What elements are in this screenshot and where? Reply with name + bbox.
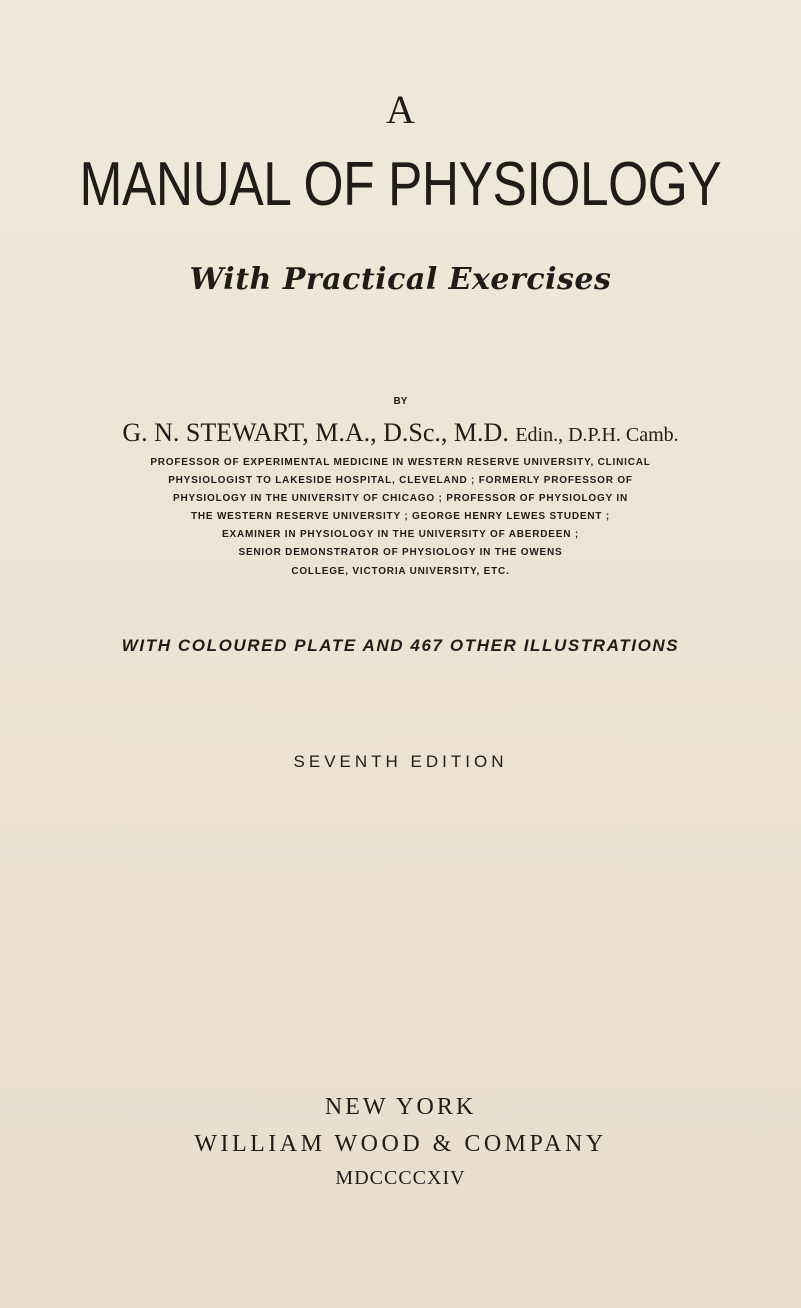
book-title: MANUAL OF PHYSIOLOGY <box>79 150 722 219</box>
author-degrees: Edin., D.P.H. Camb. <box>515 424 679 446</box>
author-name-text: G. N. STEWART, M.A., D.Sc., M.D. <box>122 418 509 447</box>
by-line: BY <box>393 396 408 407</box>
imprint-publisher: WILLIAM WOOD & COMPANY <box>194 1131 607 1157</box>
book-subtitle: With Practical Exercises <box>189 262 612 297</box>
illustrations-note: WITH COLOURED PLATE AND 467 OTHER ILLUSTRATIONS <box>121 636 680 655</box>
author-credentials-line: SENIOR DEMONSTRATOR OF PHYSIOLOGY IN THE OWENS <box>238 547 563 558</box>
author-credentials-line: THE WESTERN RESERVE UNIVERSITY ; GEORGE HENRY LEWES STUDENT ; <box>190 511 611 522</box>
author-name <box>0 418 801 450</box>
author-credentials-line: EXAMINER IN PHYSIOLOGY IN THE UNIVERSITY OF ABERDEEN ; <box>222 529 579 540</box>
author-credentials-line: PHYSIOLOGIST TO LAKESIDE HOSPITAL, CLEVELAND ; FORMERLY PROFESSOR OF <box>168 475 633 486</box>
title-article: A <box>386 87 415 132</box>
author-credentials-line: PHYSIOLOGY IN THE UNIVERSITY OF CHICAGO ; PROFESSOR OF PHYSIOLOGY IN <box>172 493 628 504</box>
edition: SEVENTH EDITION <box>293 752 508 771</box>
imprint-place: NEW YORK <box>324 1094 477 1120</box>
author-credentials-line: PROFESSOR OF EXPERIMENTAL MEDICINE IN WESTERN RESERVE UNIVERSITY, CLINICAL <box>150 457 651 468</box>
author-credentials-line: COLLEGE, VICTORIA UNIVERSITY, ETC. <box>291 566 510 577</box>
imprint-year: MDCCCCXIV <box>335 1167 466 1189</box>
